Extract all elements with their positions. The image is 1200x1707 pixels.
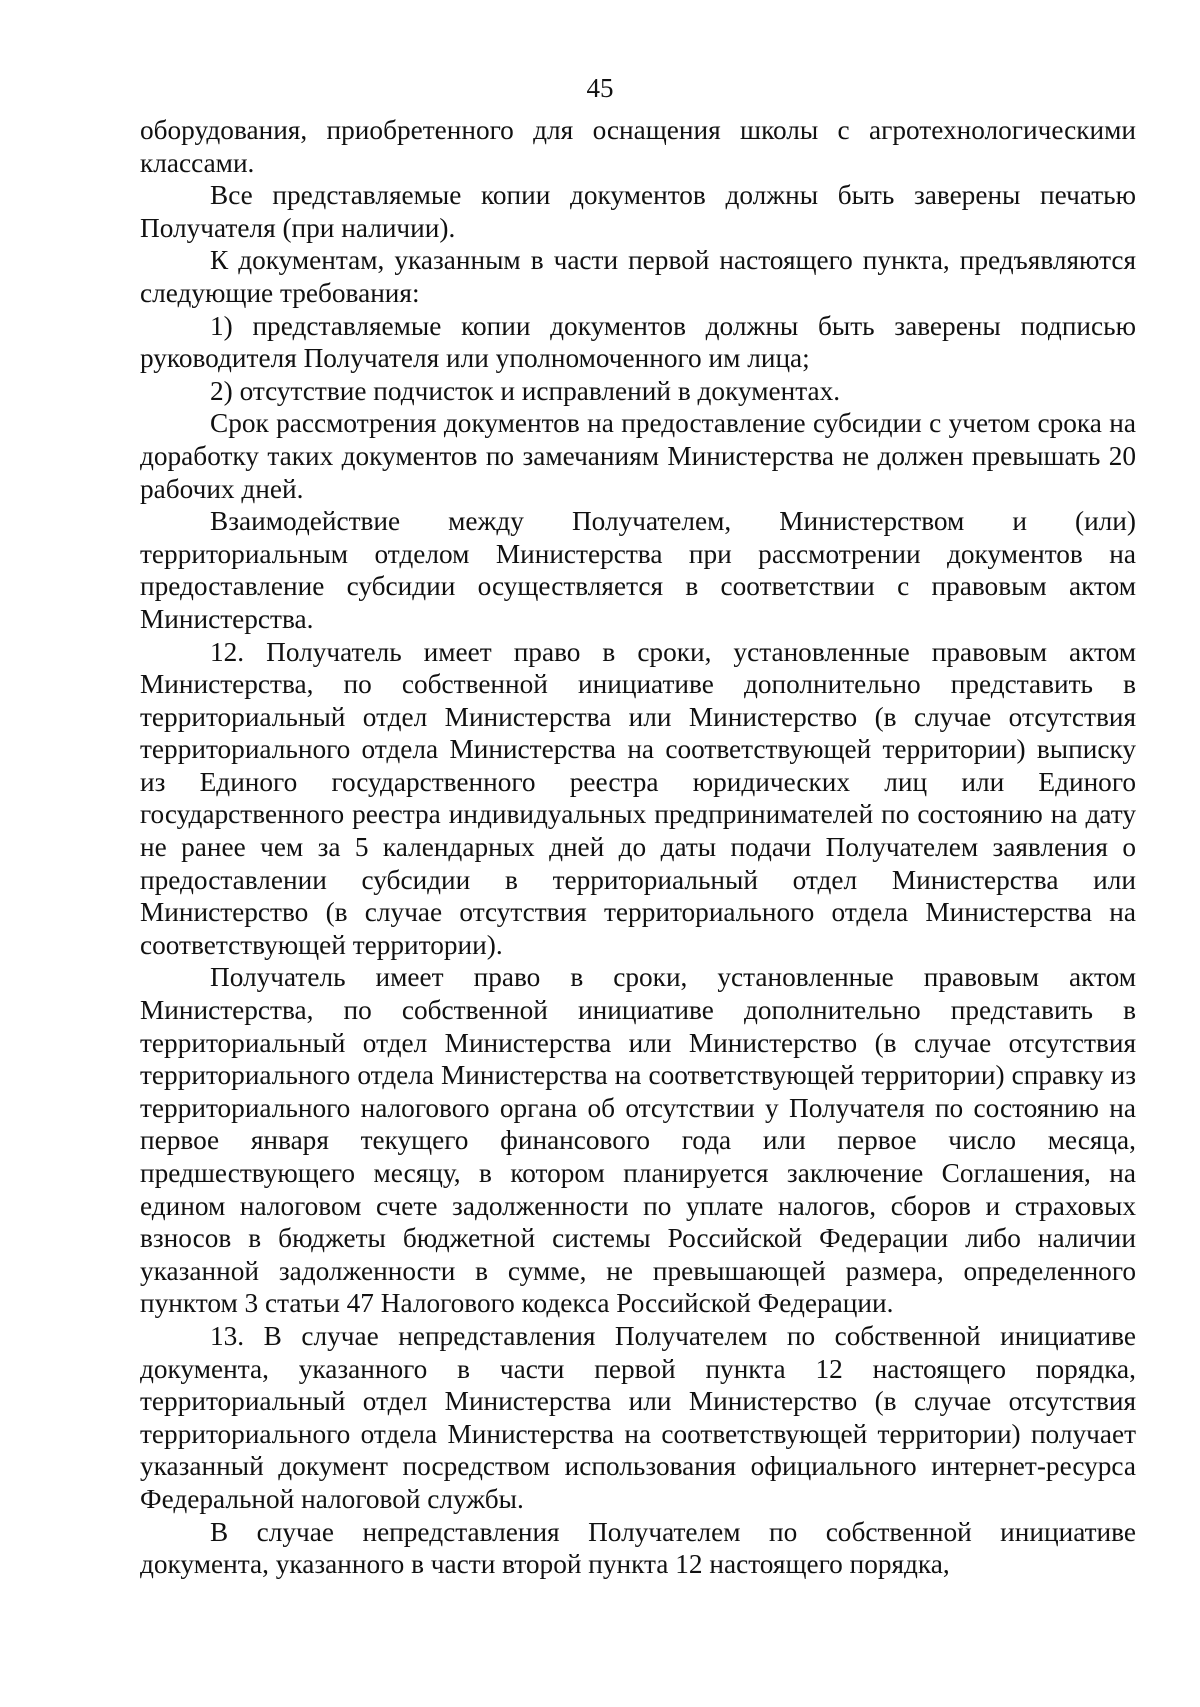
paragraph: Взаимодействие между Получателем, Министерством и (или) территориальным отделом Министерства при рассмотрении документов на предоставление субсидии осуществляется в соответствии с правовым актом Министерства. <box>140 506 1136 634</box>
paragraph: оборудования, приобретенного для оснащения школы с агротехнологическими классами. <box>140 115 1136 178</box>
paragraph: Все представляемые копии документов должны быть заверены печатью Получателя (при наличии). <box>140 180 1136 243</box>
page-number: 45 <box>586 73 614 103</box>
document-body <box>140 114 1136 1581</box>
paragraph: В случае непредставления Получателем по собственной инициативе документа, указанного в части второй пункта 12 настоящего порядка, <box>140 1516 1136 1580</box>
paragraph: 2) отсутствие подчисток и исправлений в документах. <box>210 375 841 406</box>
paragraph: Срок рассмотрения документов на предоставление субсидии с учетом срока на доработку таких документов по замечаниям Министерства не должен превышать 20 рабочих дней. <box>140 408 1136 504</box>
paragraph-item-13: 13. В случае непредставления Получателем по собственной инициативе документа, указанного в части первой пункта 12 настоящего порядка, территориальный отдел Министерства или Министерство (в случае отсутствия территориального отдела Министерства на соответствующей территории) получает указанный документ посредством использования официального интернет-ресурса Федеральной налоговой службы. <box>140 1320 1136 1514</box>
paragraph: Получатель имеет право в сроки, установленные правовым актом Министерства, по собственной инициативе дополнительно представить в территориальный отдел Министерства или Министерство (в случае отсутствия территориального отдела Министерства на соответствующей территории) справку из территориального налогового органа об отсутствии у Получателя по состоянию на первое января текущего финансового года или первое число месяца, предшествующего месяцу, в котором планируется заключение Соглашения, на едином налоговом счете задолженности по уплате налогов, сборов и страховых взносов в бюджеты бюджетной системы Российской Федерации либо наличии указанной задолженности в сумме, не превышающей размера, определенного пунктом 3 статьи 47 Налогового кодекса Российской Федерации. <box>140 962 1136 1319</box>
paragraph-item-12: 12. Получатель имеет право в сроки, установленные правовым актом Министерства, по собственной инициативе дополнительно представить в территориальный отдел Министерства или Министерство (в случае отсутствия территориального отдела Министерства на соответствующей территории) выписку из Единого государственного реестра юридических лиц или Единого государственного реестра индивидуальных предпринимателей по состоянию на дату не ранее чем за 5 календарных дней до даты подачи Получателем заявления о предоставлении субсидии в территориальный отдел Министерства или Министерство (в случае отсутствия территориального отдела Министерства на соответствующей территории). <box>140 636 1136 960</box>
paragraph: 1) представляемые копии документов должны быть заверены подписью руководителя Получателя или уполномоченного им лица; <box>140 310 1136 374</box>
paragraph: К документам, указанным в части первой настоящего пункта, предъявляются следующие требования: <box>140 245 1136 308</box>
